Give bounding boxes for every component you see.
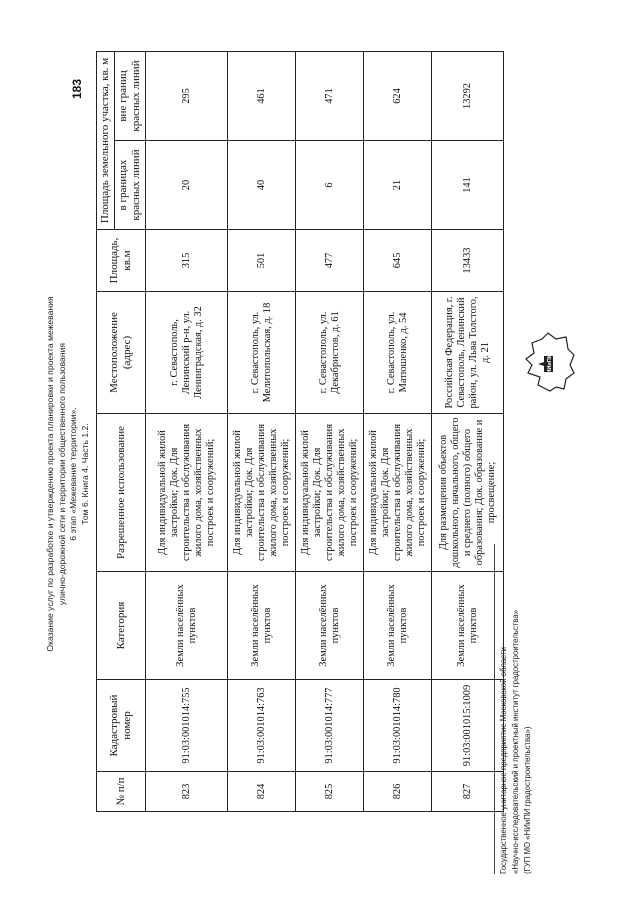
cell-outside: 624 bbox=[364, 51, 432, 140]
cell-usage: Для размещения объектов дошкольного, начального, общего и среднего (полного) общего образования; Док. образование и просвещение; bbox=[432, 414, 504, 572]
table-header-row bbox=[97, 51, 115, 811]
cell-category: Земли населённых пунктов bbox=[432, 572, 504, 680]
header-category: Категория bbox=[97, 572, 146, 680]
header-line-2: улично-дорожной сети и территории общественного пользования bbox=[56, 342, 67, 606]
document-footer bbox=[498, 454, 534, 874]
cell-usage: Для индивидуальной жилой застройки; Док. Для строительства и обслуживания жилого дома, хозяйственных построек и сооружений; bbox=[296, 414, 364, 572]
cell-inside: 20 bbox=[146, 141, 228, 230]
header-line-1: Оказание услуг по разработке и утверждению проекта планировки и проекта межевания bbox=[45, 296, 55, 652]
cell-outside: 471 bbox=[296, 51, 364, 140]
cell-num: 823 bbox=[146, 772, 228, 812]
footer-divider bbox=[494, 544, 495, 874]
logo-text: НИиПИ bbox=[547, 354, 553, 374]
cell-outside: 295 bbox=[146, 51, 228, 140]
cell-usage: Для индивидуальной жилой застройки; Док. Для строительства и обслуживания жилого дома, хозяйственных построек и сооружений; bbox=[364, 414, 432, 572]
cell-num: 826 bbox=[364, 772, 432, 812]
header-area: Площадь, кв.м bbox=[97, 230, 146, 292]
cell-area: 13433 bbox=[432, 230, 504, 292]
cell-location: г. Севастополь, ул. Мелитопольская, д. 18 bbox=[228, 292, 296, 414]
cell-cadastral: 91:03:001014:763 bbox=[228, 680, 296, 772]
footer-line-2: «Научно-исследовательский и проектный институт градостроительства» bbox=[511, 609, 520, 874]
cell-category: Земли населённых пунктов bbox=[296, 572, 364, 680]
cell-inside: 21 bbox=[364, 141, 432, 230]
cell-location: г. Севастополь, ул. Матюшенко, д. 54 bbox=[364, 292, 432, 414]
table-row bbox=[432, 51, 504, 811]
table-row bbox=[296, 51, 364, 811]
cell-cadastral: 91:03:001015:1009 bbox=[432, 680, 504, 772]
document-header bbox=[45, 194, 91, 754]
cell-outside: 13292 bbox=[432, 51, 504, 140]
cell-cadastral: 91:03:001014:755 bbox=[146, 680, 228, 772]
header-inside: в границах красных линий bbox=[115, 141, 146, 230]
cell-area: 477 bbox=[296, 230, 364, 292]
footer-line-3: (ГУП МО «НИиПИ градостроительства») bbox=[523, 726, 532, 874]
header-line-4: Том 6. Книга 4. Часть 1.2. bbox=[79, 423, 90, 525]
table-row bbox=[228, 51, 296, 811]
table-row bbox=[146, 51, 228, 811]
cell-area: 645 bbox=[364, 230, 432, 292]
cell-category: Земли населённых пунктов bbox=[146, 572, 228, 680]
cell-location: Российская Федерация, г. Севастополь, Ленинский район, ул. Льва Толстого, д. 21 bbox=[432, 292, 504, 414]
cell-cadastral: 91:03:001014:777 bbox=[296, 680, 364, 772]
niipi-logo-icon bbox=[520, 329, 576, 399]
header-usage: Разрешенное использование bbox=[97, 414, 146, 572]
header-land-area: Площадь земельного участка, кв. м bbox=[97, 51, 115, 229]
header-cadastral: Кадастровый номер bbox=[97, 680, 146, 772]
cell-cadastral: 91:03:001014:780 bbox=[364, 680, 432, 772]
footer-line-1: Государственное унитарное предприятие Московской области bbox=[499, 647, 508, 874]
cell-location: г. Севастополь, Ленинский р-н, ул. Ленинградская, д. 32 bbox=[146, 292, 228, 414]
cell-category: Земли населённых пунктов bbox=[228, 572, 296, 680]
cell-inside: 40 bbox=[228, 141, 296, 230]
cell-num: 825 bbox=[296, 772, 364, 812]
cell-inside: 6 bbox=[296, 141, 364, 230]
cell-area: 501 bbox=[228, 230, 296, 292]
cell-outside: 461 bbox=[228, 51, 296, 140]
cell-usage: Для индивидуальной жилой застройки; Док. Для строительства и обслуживания жилого дома, хозяйственных построек и сооружений; bbox=[146, 414, 228, 572]
cell-usage: Для индивидуальной жилой застройки; Док. Для строительства и обслуживания жилого дома, хозяйственных построек и сооружений; bbox=[228, 414, 296, 572]
cell-inside: 141 bbox=[432, 141, 504, 230]
page-number: 183 bbox=[70, 78, 84, 99]
cell-location: г. Севастополь, ул. Декабристов, д. 61 bbox=[296, 292, 364, 414]
cell-area: 315 bbox=[146, 230, 228, 292]
cell-category: Земли населённых пунктов bbox=[364, 572, 432, 680]
table-row bbox=[364, 51, 432, 811]
header-outside: вне границ красных линий bbox=[115, 51, 146, 140]
header-location: Местоположение (адрес) bbox=[97, 292, 146, 414]
cell-num: 827 bbox=[432, 772, 504, 812]
cell-num: 824 bbox=[228, 772, 296, 812]
header-line-3: 6 этап «Межевание территории». bbox=[68, 407, 78, 541]
land-plots-table bbox=[96, 51, 504, 812]
header-num: № п/п bbox=[97, 772, 146, 812]
